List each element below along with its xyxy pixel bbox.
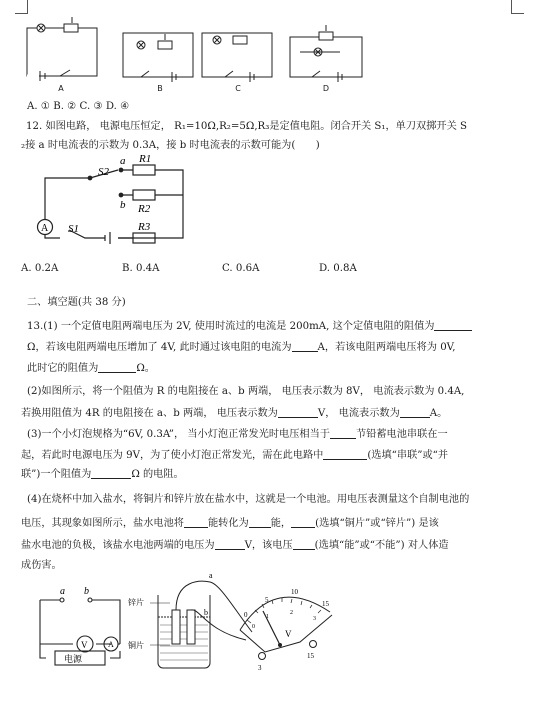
dial-low-3: 3 [313,616,316,622]
fig-zinc-label: 锌片 [128,598,144,607]
dial-v-label: V [285,629,292,639]
answer-blank[interactable] [278,406,318,418]
fig-ammeter-label: A [108,640,114,649]
q13-p4-line2: 电压，其现象如图所示，盐水电池将 能转化为 能， (选填“铜片”或“锌片”) 是该 [21,518,439,529]
prev-label-c: C [235,84,241,93]
prev-label-a: A [58,84,64,93]
q13-p2-line2: 若换用阻值为 4R 的电阻接在 a、b 两端， 电压表示数为 V， 电流表示数为 A。 [21,408,448,419]
answer-blank[interactable] [91,467,131,479]
dial-label-15: 15 [322,600,329,608]
answer-blank[interactable] [292,340,318,352]
q13-p4-line1: (4)在烧杯中加入盐水，将铜片和锌片放在盐水中，这就是一个电池。用电压表测量这个自制电池的 [27,494,470,505]
q12-r2-label: R2 [138,203,151,215]
answer-blank[interactable] [330,427,356,439]
dial-low-0: 0 [252,624,255,630]
answer-blank[interactable] [184,516,208,528]
dial-low-2: 2 [290,610,293,616]
dial-label-10: 10 [291,588,298,596]
answer-blank[interactable] [323,448,367,460]
q12-option-d: D. 0.8A [319,263,357,274]
prev-label-b: B [157,84,163,93]
dial-label-5: 5 [265,596,269,604]
fig-wire-b-label: b [204,608,208,617]
terminal-3-label: 3 [258,664,262,672]
q13-p2-line1: (2)如图所示，将一个阻值为 R 的电阻接在 a、b 两端， 电压表示数为 8V， 电流表示数为 0.4A, [27,386,465,397]
prev-circuit-diagrams [0,0,535,105]
fig-wire-a-label: a [209,571,213,580]
q13-p4-line4: 成伤害。 [21,560,62,571]
q12-line1: 12. 如图电路， 电源电压恒定， R₁=10Ω,R₂=5Ω,R₃是定值电阻。闭合开关 S₁，单刀双掷开关 S [26,121,468,132]
prev-label-d: D [322,84,330,93]
q13-p1-line3: 此时它的阻值为 Ω。 [27,363,155,374]
q12-a-label: a [120,155,126,167]
q13-p3-line1: (3)一个小灯泡规格为“6V, 0.3A”， 当小灯泡正常发光时电压相当于 节铅蓄电池串联在一 [27,429,448,440]
q12-s2-label: S2 [98,166,109,178]
answer-blank[interactable] [400,406,430,418]
q12-ammeter-label: A [41,223,49,234]
q13-p4-line3: 盐水电池的负极，该盐水电池两端的电压为 V，该电压 (选填“能”或“不能”) 对人体造 [21,540,449,551]
fig-b-label: b [84,586,89,597]
terminal-15-label: 15 [307,652,314,660]
fig-voltmeter-label: V [81,640,88,650]
q12-r1-label: R1 [139,153,152,165]
answer-blank[interactable] [293,538,315,550]
q12-b-label: b [120,199,126,211]
q13-p3-line2: 起，若此时电源电压为 9V，为了使小灯泡正常发光，需在此电路中 (选填“串联”或“并 [21,450,449,461]
q12-circuit-diagram [0,150,260,260]
fig-a-label: a [60,586,65,597]
answer-blank[interactable] [98,361,136,373]
q12-r3-label: R3 [138,221,151,233]
fig-copper-label: 铜片 [128,641,144,650]
answer-blank[interactable] [215,538,245,550]
dial-label-0: 0 [244,611,248,619]
q12-option-c: C. 0.6A [222,263,260,274]
q12-option-b: B. 0.4A [122,263,160,274]
q13-figures [0,570,535,715]
dial-low-1: 1 [266,614,269,620]
prev-options: A. ① B. ② C. ③ D. ④ [27,101,130,112]
fig-source-label: 电源 [64,654,83,664]
answer-blank[interactable] [434,319,472,331]
section-2-title: 二、填空题(共 38 分) [27,297,126,308]
q12-option-a: A. 0.2A [21,263,59,274]
q12-line2: ₂接 a 时电流表的示数为 0.3A，接 b 时电流表的示数可能为( ) [21,140,320,151]
answer-blank[interactable] [291,516,315,528]
answer-blank[interactable] [249,516,271,528]
q12-s1-label: S1 [68,223,79,235]
q13-p1-line1: 13.(1) 一个定值电阻两端电压为 2V, 使用时流过的电流是 200mA, 这个定值电阻的阻值为 [27,319,472,334]
q13-p3-line3: 联”)一个阻值为 Ω 的电阻。 [21,469,184,480]
q13-p1-line2: Ω，若该电阻两端电压增加了 4V, 此时通过该电阻的电流为 A，若该电阻两端电压将为 0V, [27,342,456,353]
